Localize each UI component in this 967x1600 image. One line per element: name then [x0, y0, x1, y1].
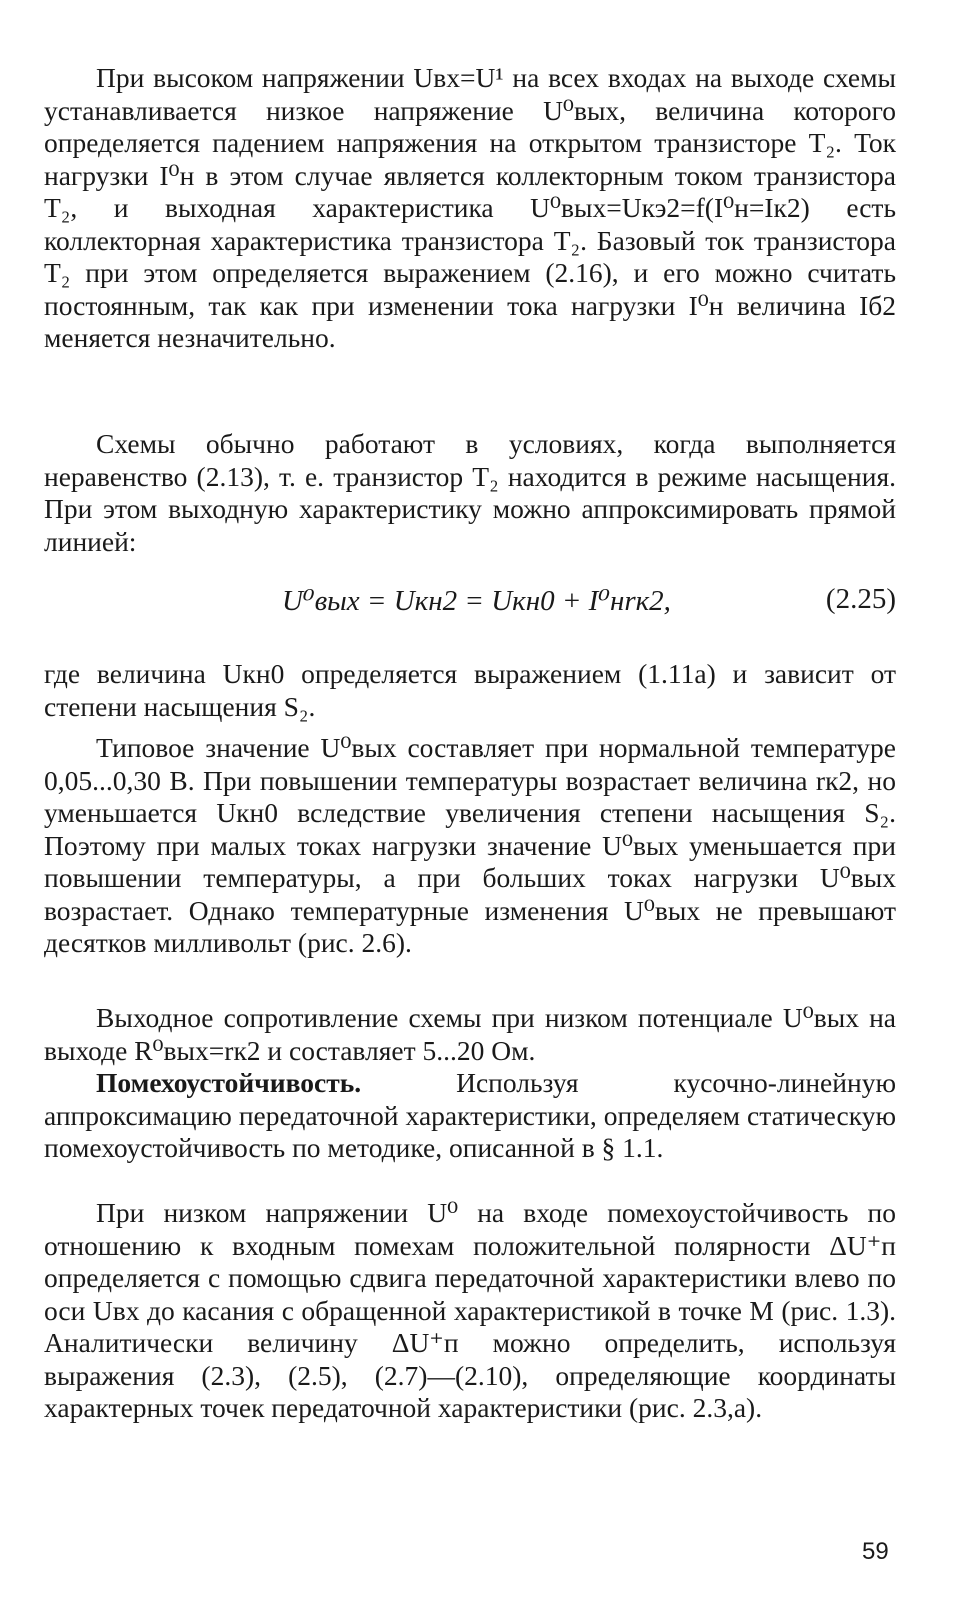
- page-number: 59: [862, 1538, 889, 1565]
- paragraph-noise-immunity: [44, 1067, 896, 1165]
- paragraph-saturation: Схемы обычно работают в условиях, когда выполняется неравенство (2.13), т. е. транзистор T₂ находится в режиме насыщения. При этом выходную характеристику можно аппроксимировать прямой линией:: [44, 428, 896, 557]
- paragraph-high-voltage: При высоком напряжении Uвх=U¹ на всех входах на выходе схемы устанавливается низкое напряжение U⁰вых, величина которого определяется падением напряжения на открытом транзисторе T₂. Ток нагрузки I⁰н в этом случае является коллекторным током транзистора T₂, и выходная характеристика U⁰вых=Uкэ2=f(I⁰н=Iк2) есть коллекторная характеристика транзистора T₂. Базовый ток транзистора T₂ при этом определяется выражением (2.16), и его можно считать постоянным, так как при изменении тока нагрузки I⁰н величина Iб2 меняется незначительно.: [44, 62, 896, 353]
- formula-2-25: [44, 583, 896, 635]
- paragraph-typical-value: Типовое значение U⁰вых составляет при нормальной температуре 0,05...0,30 В. При повышении температуры возрастает величина rк2, но уменьшается Uкн0 вследствие увеличения степени насыщения S₂. Поэтому при малых токах нагрузки значение U⁰вых уменьшается при повышении температуры, а при больших токах нагрузки U⁰вых возрастает. Однако температурные изменения U⁰вых не превышают десятков милливольт (рис. 2.6).: [44, 732, 896, 958]
- formula-number: (2.25): [825, 583, 896, 615]
- paragraph-low-voltage: При низком напряжении U⁰ на входе помехоустойчивость по отношению к входным помехам положительной полярности ΔU⁺п определяется с помощью сдвига передаточной характеристики влево по оси Uвх до касания с обращенной характеристикой в точке M (рис. 1.3). Аналитически величину ΔU⁺п можно определить, используя выражения (2.3), (2.5), (2.7)—(2.10), определяющие координаты характерных точек передаточной характеристики (рис. 2.3,а).: [44, 1197, 896, 1423]
- noise-immunity-text: Используя кусочно-линейную аппроксимацию передаточной характеристики, определяем статическую помехоустойчивость по методике, описанной в § 1.1.: [44, 1067, 896, 1163]
- paragraph-output-resistance: Выходное сопротивление схемы при низком потенциале U⁰вых на выходе R⁰вых=rк2 и составляет 5...20 Ом.: [44, 1002, 896, 1066]
- paragraph-ukn0: где величина Uкн0 определяется выражением (1.11а) и зависит от степени насыщения S₂.: [44, 658, 896, 722]
- formula-expression: U⁰вых = Uкн2 = Uкн0 + I⁰нrк2,: [282, 585, 671, 617]
- heading-noise-immunity: Помехоустойчивость.: [96, 1067, 362, 1098]
